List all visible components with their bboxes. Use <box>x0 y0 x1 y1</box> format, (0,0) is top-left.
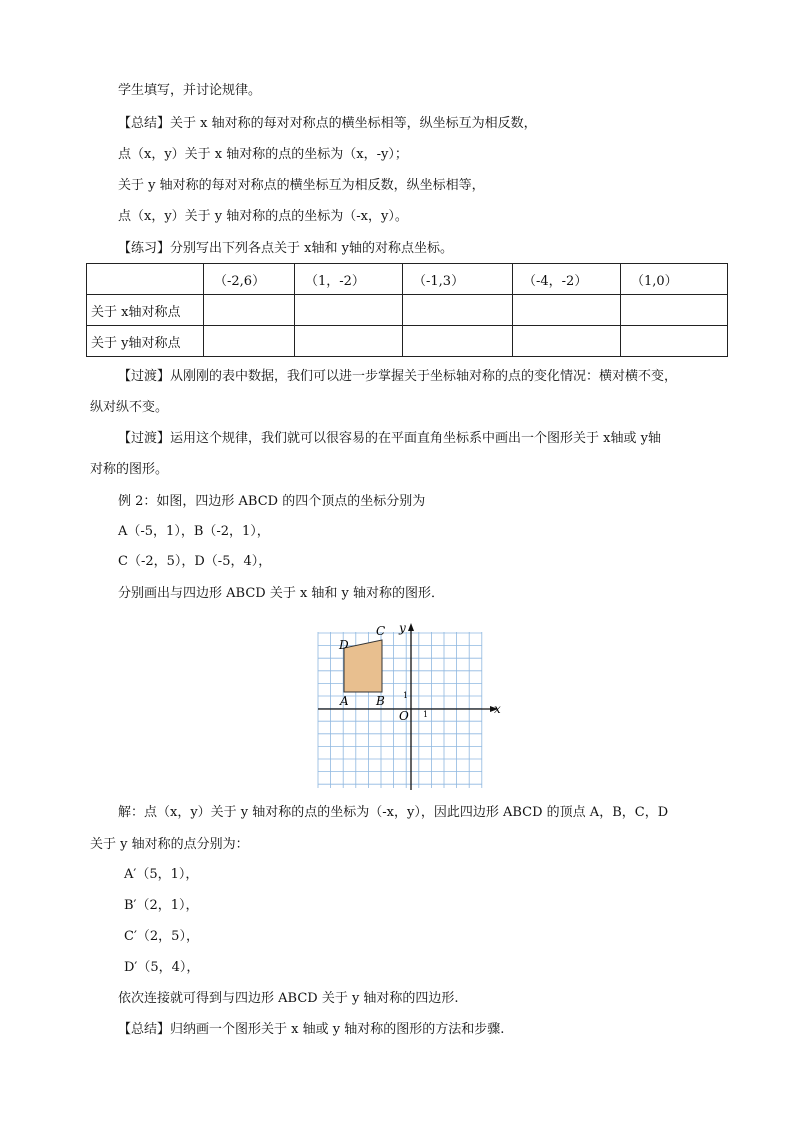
vertex-label-c: C <box>376 624 386 638</box>
row-label: 关于 y轴对称点 <box>87 326 204 357</box>
transition-line: 【过渡】运用这个规律，我们就可以很容易的在平面直角坐标系中画出一个图形关于 x轴或 y轴 <box>118 431 661 446</box>
table-cell <box>403 326 513 357</box>
table-row <box>87 264 728 295</box>
solution-line: 依次连接就可得到与四边形 ABCD 关于 y 轴对称的四边形. <box>118 991 459 1006</box>
vertex-label-d: D <box>339 638 349 652</box>
solution-line: 解：点（x，y）关于 y 轴对称的点的坐标为（-x，y），因此四边形 ABCD 的顶点 A，B，C，D <box>118 805 669 820</box>
table-header-cell: （-4，-2） <box>513 264 621 295</box>
vertex-label-b: B <box>376 694 385 708</box>
tick-label-y: 1 <box>403 691 409 700</box>
tick-label-x: 1 <box>423 710 429 719</box>
table-row <box>87 326 728 357</box>
table-header-cell: （-1,3） <box>403 264 513 295</box>
table-cell <box>204 326 295 357</box>
text-line: 点（x，y）关于 x 轴对称的点的坐标为（x，-y）； <box>118 147 408 162</box>
table-header-cell: （-2,6） <box>204 264 295 295</box>
point-a-prime: A′（5，1）， <box>124 867 199 882</box>
solution-line: 关于 y 轴对称的点分别为： <box>90 837 249 852</box>
axis-label-y: y <box>399 621 406 635</box>
table-cell <box>204 295 295 326</box>
summary-line: 【总结】归纳画一个图形关于 x 轴或 y 轴对称的图形的方法和步骤. <box>118 1022 505 1037</box>
table-cell <box>403 295 513 326</box>
transition-line: 【过渡】从刚刚的表中数据，我们可以进一步掌握关于坐标轴对称的点的变化情况：横对横不变， <box>118 369 678 384</box>
table-cell <box>621 295 728 326</box>
vertex-label-a: A <box>340 694 349 708</box>
table-cell <box>295 295 403 326</box>
table-header-cell: （1，-2） <box>295 264 403 295</box>
coordinate-figure <box>310 618 510 793</box>
point-d-prime: D′（5，4）， <box>124 960 200 975</box>
table-cell <box>295 326 403 357</box>
table-header-cell <box>87 264 204 295</box>
example-line: 例 2：如图，四边形 ABCD 的四个顶点的坐标分别为 <box>118 494 426 509</box>
text-line: 学生填写，并讨论规律。 <box>118 83 262 98</box>
table-row <box>87 295 728 326</box>
transition-line: 纵对纵不变。 <box>90 400 169 415</box>
quadrilateral-abcd <box>344 640 382 692</box>
point-b-prime: B′（2，1）， <box>124 898 199 913</box>
practice-line: 【练习】分别写出下列各点关于 x轴和 y轴的对称点坐标。 <box>118 241 453 256</box>
y-axis-arrow-icon <box>408 623 414 631</box>
practice-table <box>86 263 728 357</box>
axis-label-x: x <box>494 702 501 716</box>
text-line: 关于 y 轴对称的每对对称点的横坐标互为相反数，纵坐标相等， <box>118 178 485 193</box>
summary-line: 【总结】关于 x 轴对称的每对对称点的横坐标相等，纵坐标互为相反数， <box>118 116 537 131</box>
origin-label: O <box>399 709 409 723</box>
table-cell <box>621 326 728 357</box>
example-line: A（-5，1），B（-2，1）， <box>118 524 270 539</box>
row-label: 关于 x轴对称点 <box>87 295 204 326</box>
example-line: C（-2，5），D（-5，4）， <box>118 554 272 569</box>
table-header-cell: （1,0） <box>621 264 728 295</box>
text-line: 点（x，y）关于 y 轴对称的点的坐标为（-x，y）。 <box>118 209 408 224</box>
table-cell <box>513 326 621 357</box>
table-cell <box>513 295 621 326</box>
example-line: 分别画出与四边形 ABCD 关于 x 轴和 y 轴对称的图形． <box>118 586 445 601</box>
transition-line: 对称的图形。 <box>90 462 169 477</box>
point-c-prime: C′（2，5）， <box>124 929 199 944</box>
